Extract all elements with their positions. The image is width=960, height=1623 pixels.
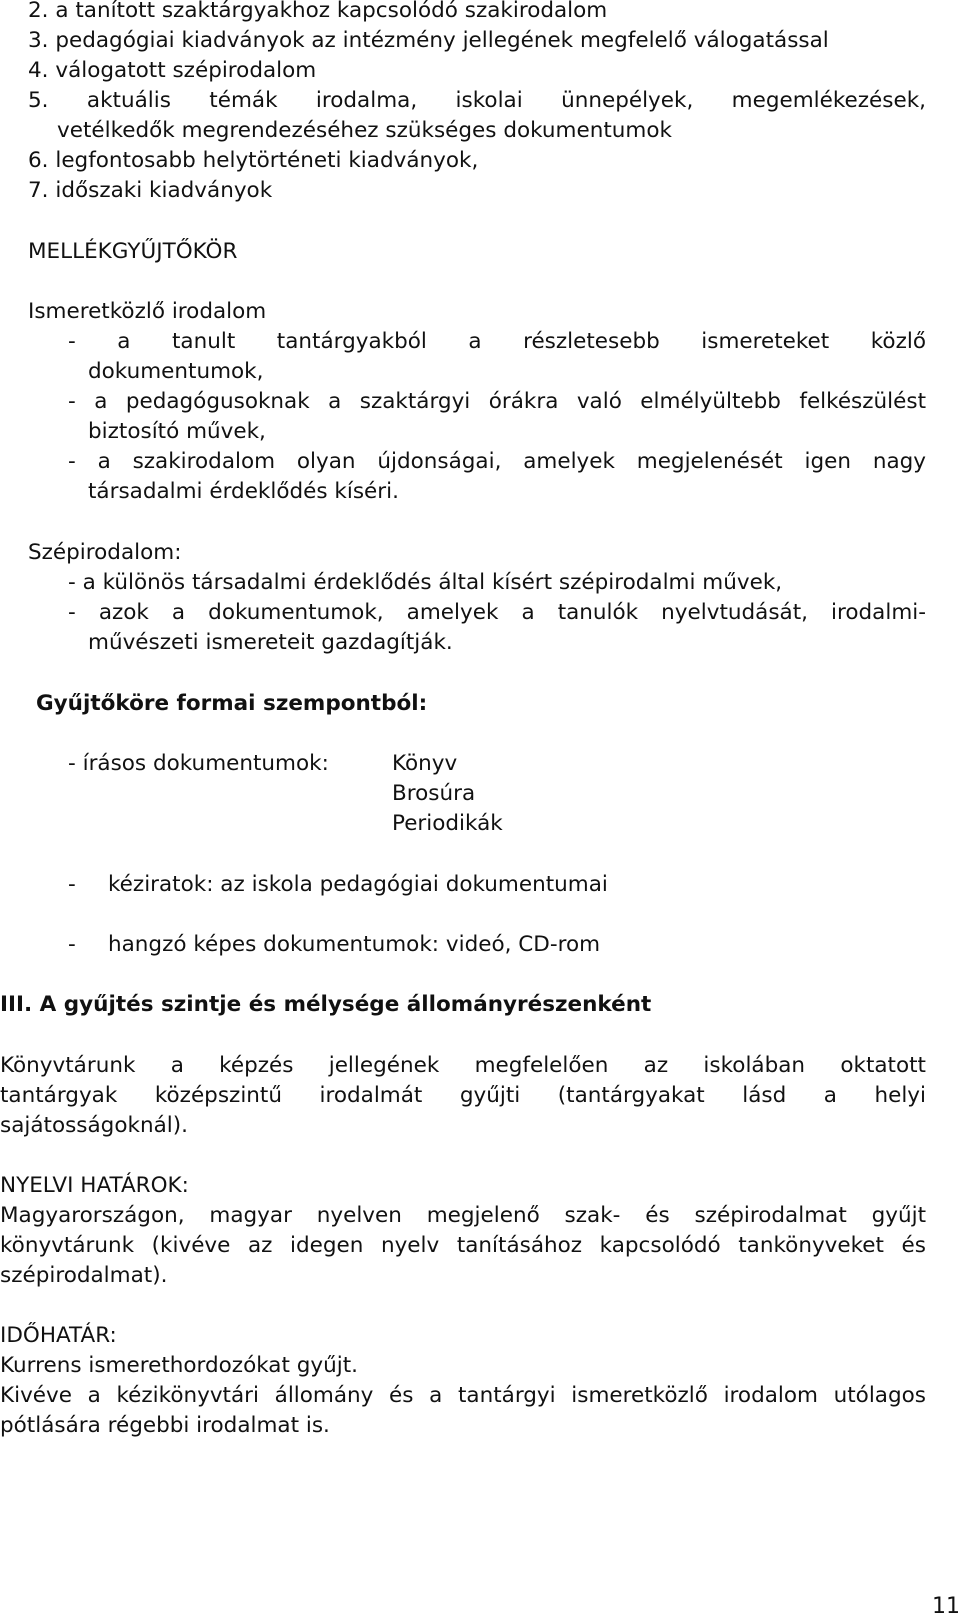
irasos-item: Brosúra: [392, 781, 476, 806]
hangzo-dash: -: [68, 932, 76, 957]
szep-line: művészeti ismereteit gazdagítják.: [88, 630, 453, 655]
section-3-para: Könyvtárunk a képzés jellegének megfelelően az iskolában oktatott: [0, 1053, 926, 1078]
szep-title: Szépirodalom:: [28, 540, 182, 565]
kezirat-text: kéziratok: az iskola pedagógiai dokumentumai: [108, 872, 608, 897]
ido-line: Kivéve a kézikönyvtári állomány és a tantárgyi ismeretközlő irodalom utólagos: [0, 1383, 926, 1408]
irasos-item: Periodikák: [392, 811, 503, 836]
page-number: 11: [932, 1594, 960, 1619]
kezirat-dash: -: [68, 872, 76, 897]
list-item-5-cont: vetélkedők megrendezéséhez szükséges dokumentumok: [57, 118, 672, 143]
ismeret-line: - a tanult tantárgyakból a részletesebb ismereteket közlő: [68, 329, 926, 354]
szep-line: - a különös társadalmi érdeklődés által kísért szépirodalmi művek,: [68, 570, 783, 595]
ismeret-line: - a pedagógusoknak a szaktárgyi órákra való elmélyültebb felkészülést: [68, 389, 926, 414]
szep-line: - azok a dokumentumok, amelyek a tanulók nyelvtudását, irodalmi-: [68, 600, 926, 625]
mellek-heading: MELLÉKGYŰJTŐKÖR: [28, 239, 238, 264]
list-item-7: 7. időszaki kiadványok: [28, 178, 273, 203]
ismeret-title: Ismeretközlő irodalom: [28, 299, 267, 324]
nyelvi-line: Magyarországon, magyar nyelven megjelenő szak- és szépirodalmat gyűjt: [0, 1203, 926, 1228]
ido-line: Kurrens ismerethordozókat gyűjt.: [0, 1353, 358, 1378]
list-item-4: 4. válogatott szépirodalom: [28, 58, 317, 83]
section-3-para: tantárgyak középszintű irodalmát gyűjti (tantárgyakat lásd a helyi: [0, 1083, 926, 1108]
ismeret-line: biztosító művek,: [88, 419, 266, 444]
nyelvi-line: szépirodalmat).: [0, 1263, 168, 1288]
ido-heading: IDŐHATÁR:: [0, 1323, 117, 1348]
list-item-3: 3. pedagógiai kiadványok az intézmény jellegének megfelelő válogatással: [28, 28, 829, 53]
nyelvi-heading: NYELVI HATÁROK:: [0, 1173, 189, 1198]
formai-heading: Gyűjtőköre formai szempontból:: [36, 691, 428, 716]
section-3-para: sajátosságoknál).: [0, 1113, 188, 1138]
ido-line: pótlására régebbi irodalmat is.: [0, 1413, 330, 1438]
section-3-heading: III. A gyűjtés szintje és mélysége állományrészenként: [0, 992, 652, 1017]
irasos-label: - írásos dokumentumok:: [68, 751, 329, 776]
ismeret-line: dokumentumok,: [88, 359, 264, 384]
irasos-item: Könyv: [392, 751, 458, 776]
list-item-2: 2. a tanított szaktárgyakhoz kapcsolódó szakirodalom: [28, 0, 608, 23]
nyelvi-line: könyvtárunk (kivéve az idegen nyelv tanításához kapcsolódó tankönyveket és: [0, 1233, 926, 1258]
hangzo-text: hangzó képes dokumentumok: videó, CD-rom: [108, 932, 601, 957]
ismeret-line: - a szakirodalom olyan újdonságai, amelyek megjelenését igen nagy: [68, 449, 926, 474]
ismeret-line: társadalmi érdeklődés kíséri.: [88, 479, 399, 504]
list-item-6: 6. legfontosabb helytörténeti kiadványok,: [28, 148, 479, 173]
list-item-5: 5. aktuális témák irodalma, iskolai ünnepélyek, megemlékezések,: [28, 88, 926, 113]
